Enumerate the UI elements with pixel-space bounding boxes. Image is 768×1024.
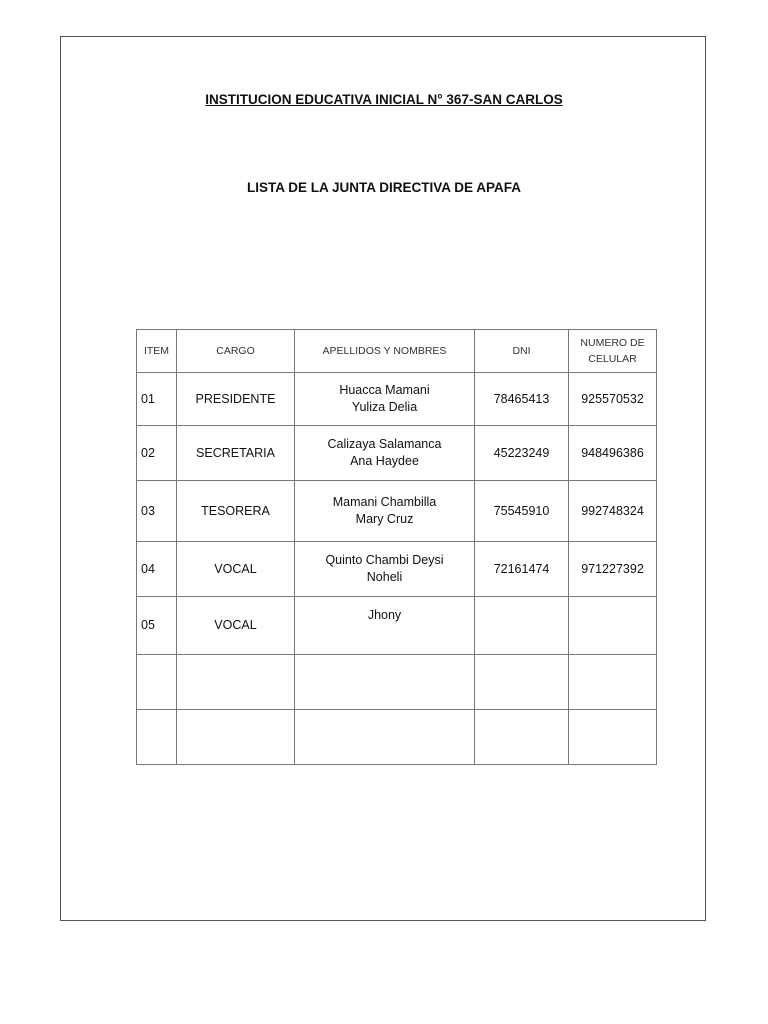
dni: 45223249: [475, 426, 569, 481]
table-row: [137, 542, 657, 597]
dni: 78465413: [475, 373, 569, 426]
cargo: PRESIDENTE: [177, 373, 295, 426]
item: 05: [137, 597, 177, 655]
cargo: VOCAL: [177, 542, 295, 597]
item: 02: [137, 426, 177, 481]
table-row: [137, 373, 657, 426]
name-line: Quinto Chambi Deysi: [325, 553, 444, 567]
item: 01: [137, 373, 177, 426]
name: [295, 481, 475, 542]
name: [295, 597, 475, 655]
cel: 971227392: [569, 542, 657, 597]
table-row-empty: [137, 710, 657, 765]
name: [295, 426, 475, 481]
name-line: Yuliza Delia: [351, 400, 418, 414]
cargo: SECRETARIA: [177, 426, 295, 481]
col-cel: NUMERO DE CELULAR: [569, 330, 657, 373]
cel: 948496386: [569, 426, 657, 481]
name-line: Huacca Mamani: [339, 383, 430, 397]
item: 04: [137, 542, 177, 597]
name-line: Jhony: [367, 608, 402, 622]
table-header: [137, 330, 657, 373]
list-title: LISTA DE LA JUNTA DIRECTIVA DE APAFA: [246, 180, 521, 195]
col-item: ITEM: [137, 330, 177, 373]
item: 03: [137, 481, 177, 542]
name-line: Ana Haydee: [350, 454, 419, 468]
table-row: [137, 597, 657, 655]
name-line: Calizaya Salamanca: [327, 437, 442, 451]
table-row: [137, 426, 657, 481]
board-table: [136, 329, 657, 765]
col-name: APELLIDOS Y NOMBRES: [295, 330, 475, 373]
table-row: [137, 481, 657, 542]
table-row-empty: [137, 655, 657, 710]
cel: 925570532: [569, 373, 657, 426]
col-cargo: CARGO: [177, 330, 295, 373]
cargo: TESORERA: [177, 481, 295, 542]
cel: [569, 597, 657, 655]
name-line: Mary Cruz: [355, 512, 414, 526]
dni: 72161474: [475, 542, 569, 597]
institution-title: INSTITUCION EDUCATIVA INICIAL N° 367-SAN CARLOS: [205, 92, 563, 107]
cel: 992748324: [569, 481, 657, 542]
col-dni: DNI: [475, 330, 569, 373]
name-line: Mamani Chambilla: [332, 495, 437, 509]
dni: [475, 597, 569, 655]
cargo: VOCAL: [177, 597, 295, 655]
name-line: Noheli: [366, 570, 403, 584]
name: [295, 542, 475, 597]
dni: 75545910: [475, 481, 569, 542]
name: [295, 373, 475, 426]
